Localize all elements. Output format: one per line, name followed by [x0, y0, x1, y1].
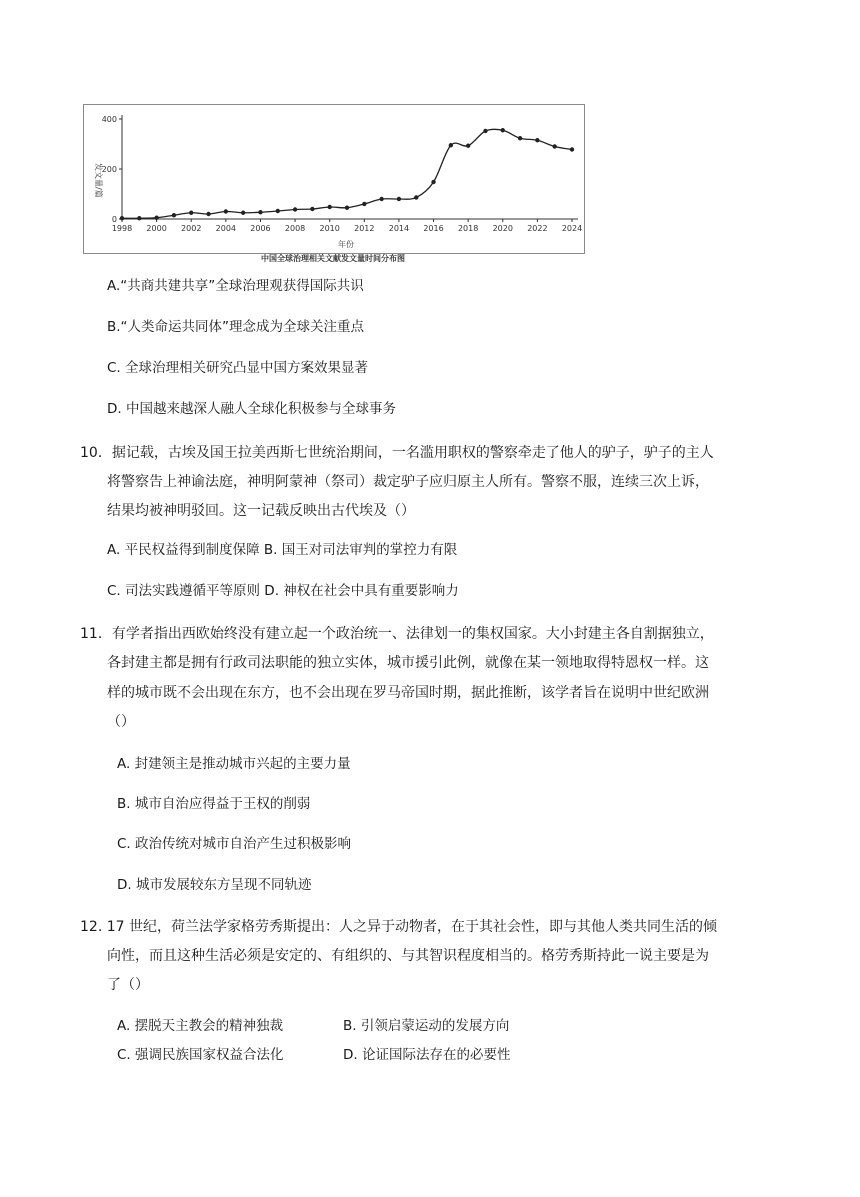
q11-stem-line-2: 各封建主都是拥有行政司法职能的独立实体，城市援引此例，就像在某一领地取得特恩权一样。这 [107, 655, 709, 671]
x-tick-label: 2008 [284, 224, 306, 233]
data-point [137, 216, 141, 220]
q10-options-cd: C. 司法实践遵循平等原则 D. 神权在社会中具有重要影响力 [107, 583, 459, 599]
data-point [501, 128, 505, 132]
q11-option-b: B. 城市自治应得益于王权的削弱 [117, 796, 311, 812]
q12-stem-line-1: 12. 17 世纪，荷兰法学家格劳秀斯提出：人之异于动物者，在于其社会性，即与其他人类共同生活的倾 [80, 919, 717, 935]
data-point [172, 213, 176, 217]
q9-option-b: B.“人类命运共同体”理念成为全球关注重点 [107, 319, 365, 335]
x-tick-label: 2004 [215, 224, 237, 233]
x-tick-label: 1998 [111, 224, 133, 233]
q11-stem-line-1: 11．有学者指出西欧始终没有建立起一个政治统一、法律划一的集权国家。大小封建主各自割据独立， [80, 626, 714, 642]
q10-stem-line-3: 结果均被神明驳回。这一记载反映出古代埃及（） [107, 503, 415, 519]
data-point [518, 136, 522, 140]
data-point [379, 197, 383, 201]
q12-option-b: B. 引领启蒙运动的发展方向 [343, 1018, 510, 1034]
y-tick-label: 200 [101, 165, 117, 174]
data-point [466, 144, 470, 148]
x-tick-label: 2016 [423, 224, 444, 233]
figure-caption: 中国全球治理相关文献发文量时间分布图 [261, 254, 405, 263]
data-point [224, 209, 228, 213]
data-point [345, 206, 349, 210]
q12-option-a: A. 摆脱天主教会的精神独裁 [117, 1018, 284, 1034]
y-axis-label: 发文量/篇 [94, 163, 103, 198]
q10-stem-line-1: 10．据记载，古埃及国王拉美西斯七世统治期间，一名滥用职权的警察牵走了他人的驴子，驴子的主人 [80, 445, 714, 461]
q12-option-c: C. 强调民族国家权益合法化 [117, 1047, 284, 1063]
y-tick-label: 0 [111, 215, 117, 224]
x-tick-label: 2006 [250, 224, 271, 233]
x-tick-label: 2020 [492, 224, 513, 233]
data-point [258, 210, 262, 214]
q12-stem-line-3: 了（） [107, 977, 149, 993]
q9-option-a: A.“共商共建共享”全球治理观获得国际共识 [107, 278, 364, 294]
data-point [293, 207, 297, 211]
literature-count-line-chart [84, 105, 584, 253]
x-tick-label: 2002 [181, 224, 202, 233]
data-point [431, 180, 435, 184]
data-point [449, 143, 453, 147]
x-tick-label: 2018 [457, 224, 479, 233]
data-point [310, 207, 314, 211]
chart-axes [122, 115, 578, 219]
x-tick-label: 2010 [319, 224, 340, 233]
data-point [414, 195, 418, 199]
data-point [327, 205, 331, 209]
data-point [362, 202, 366, 206]
y-tick-label: 400 [101, 115, 117, 124]
q10-stem-line-2: 将警察告上神谕法庭，神明阿蒙神（祭司）裁定驴子应归原主人所有。警察不服，连续三次上诉， [107, 474, 709, 490]
data-point [154, 216, 158, 220]
x-axis-label: 年份 [338, 240, 354, 249]
data-point [189, 211, 193, 215]
series-line [122, 129, 572, 218]
q12-stem-line-2: 向性，而且这种生活必须是安定的、有组织的、与其智识程度相当的。格劳秀斯持此一说主要是为 [107, 948, 709, 964]
x-tick-label: 2014 [388, 224, 410, 233]
data-point [483, 129, 487, 133]
data-point [535, 138, 539, 142]
q11-option-c: C. 政治传统对城市自治产生过积极影响 [117, 836, 352, 852]
data-point [241, 211, 245, 215]
data-point [120, 216, 124, 220]
q9-option-c: C. 全球治理相关研究凸显中国方案效果显著 [107, 360, 369, 376]
chart-series [120, 128, 574, 220]
q9-option-d: D. 中国越来越深人融人全球化积极参与全球事务 [107, 401, 396, 417]
q12-option-d: D. 论证国际法存在的必要性 [343, 1047, 511, 1063]
data-point [397, 197, 401, 201]
data-point [570, 147, 574, 151]
x-tick-label: 2012 [354, 224, 375, 233]
data-point [276, 209, 280, 213]
data-point [206, 212, 210, 216]
q11-stem-line-3: 样的城市既不会出现在东方，也不会出现在罗马帝国时期，据此推断，该学者旨在说明中世纪欧洲 [107, 685, 709, 701]
q11-option-a: A. 封建领主是推动城市兴起的主要力量 [117, 756, 351, 772]
q10-options-ab: A. 平民权益得到制度保障 B. 国王对司法审判的掌控力有限 [107, 542, 458, 558]
q11-stem-line-4: （） [107, 714, 135, 730]
chart-figure [83, 104, 585, 254]
x-tick-label: 2024 [561, 224, 583, 233]
q11-option-d: D. 城市发展较东方呈现不同轨迹 [117, 877, 312, 893]
data-point [552, 144, 556, 148]
x-tick-label: 2022 [527, 224, 548, 233]
x-tick-label: 2000 [146, 224, 167, 233]
